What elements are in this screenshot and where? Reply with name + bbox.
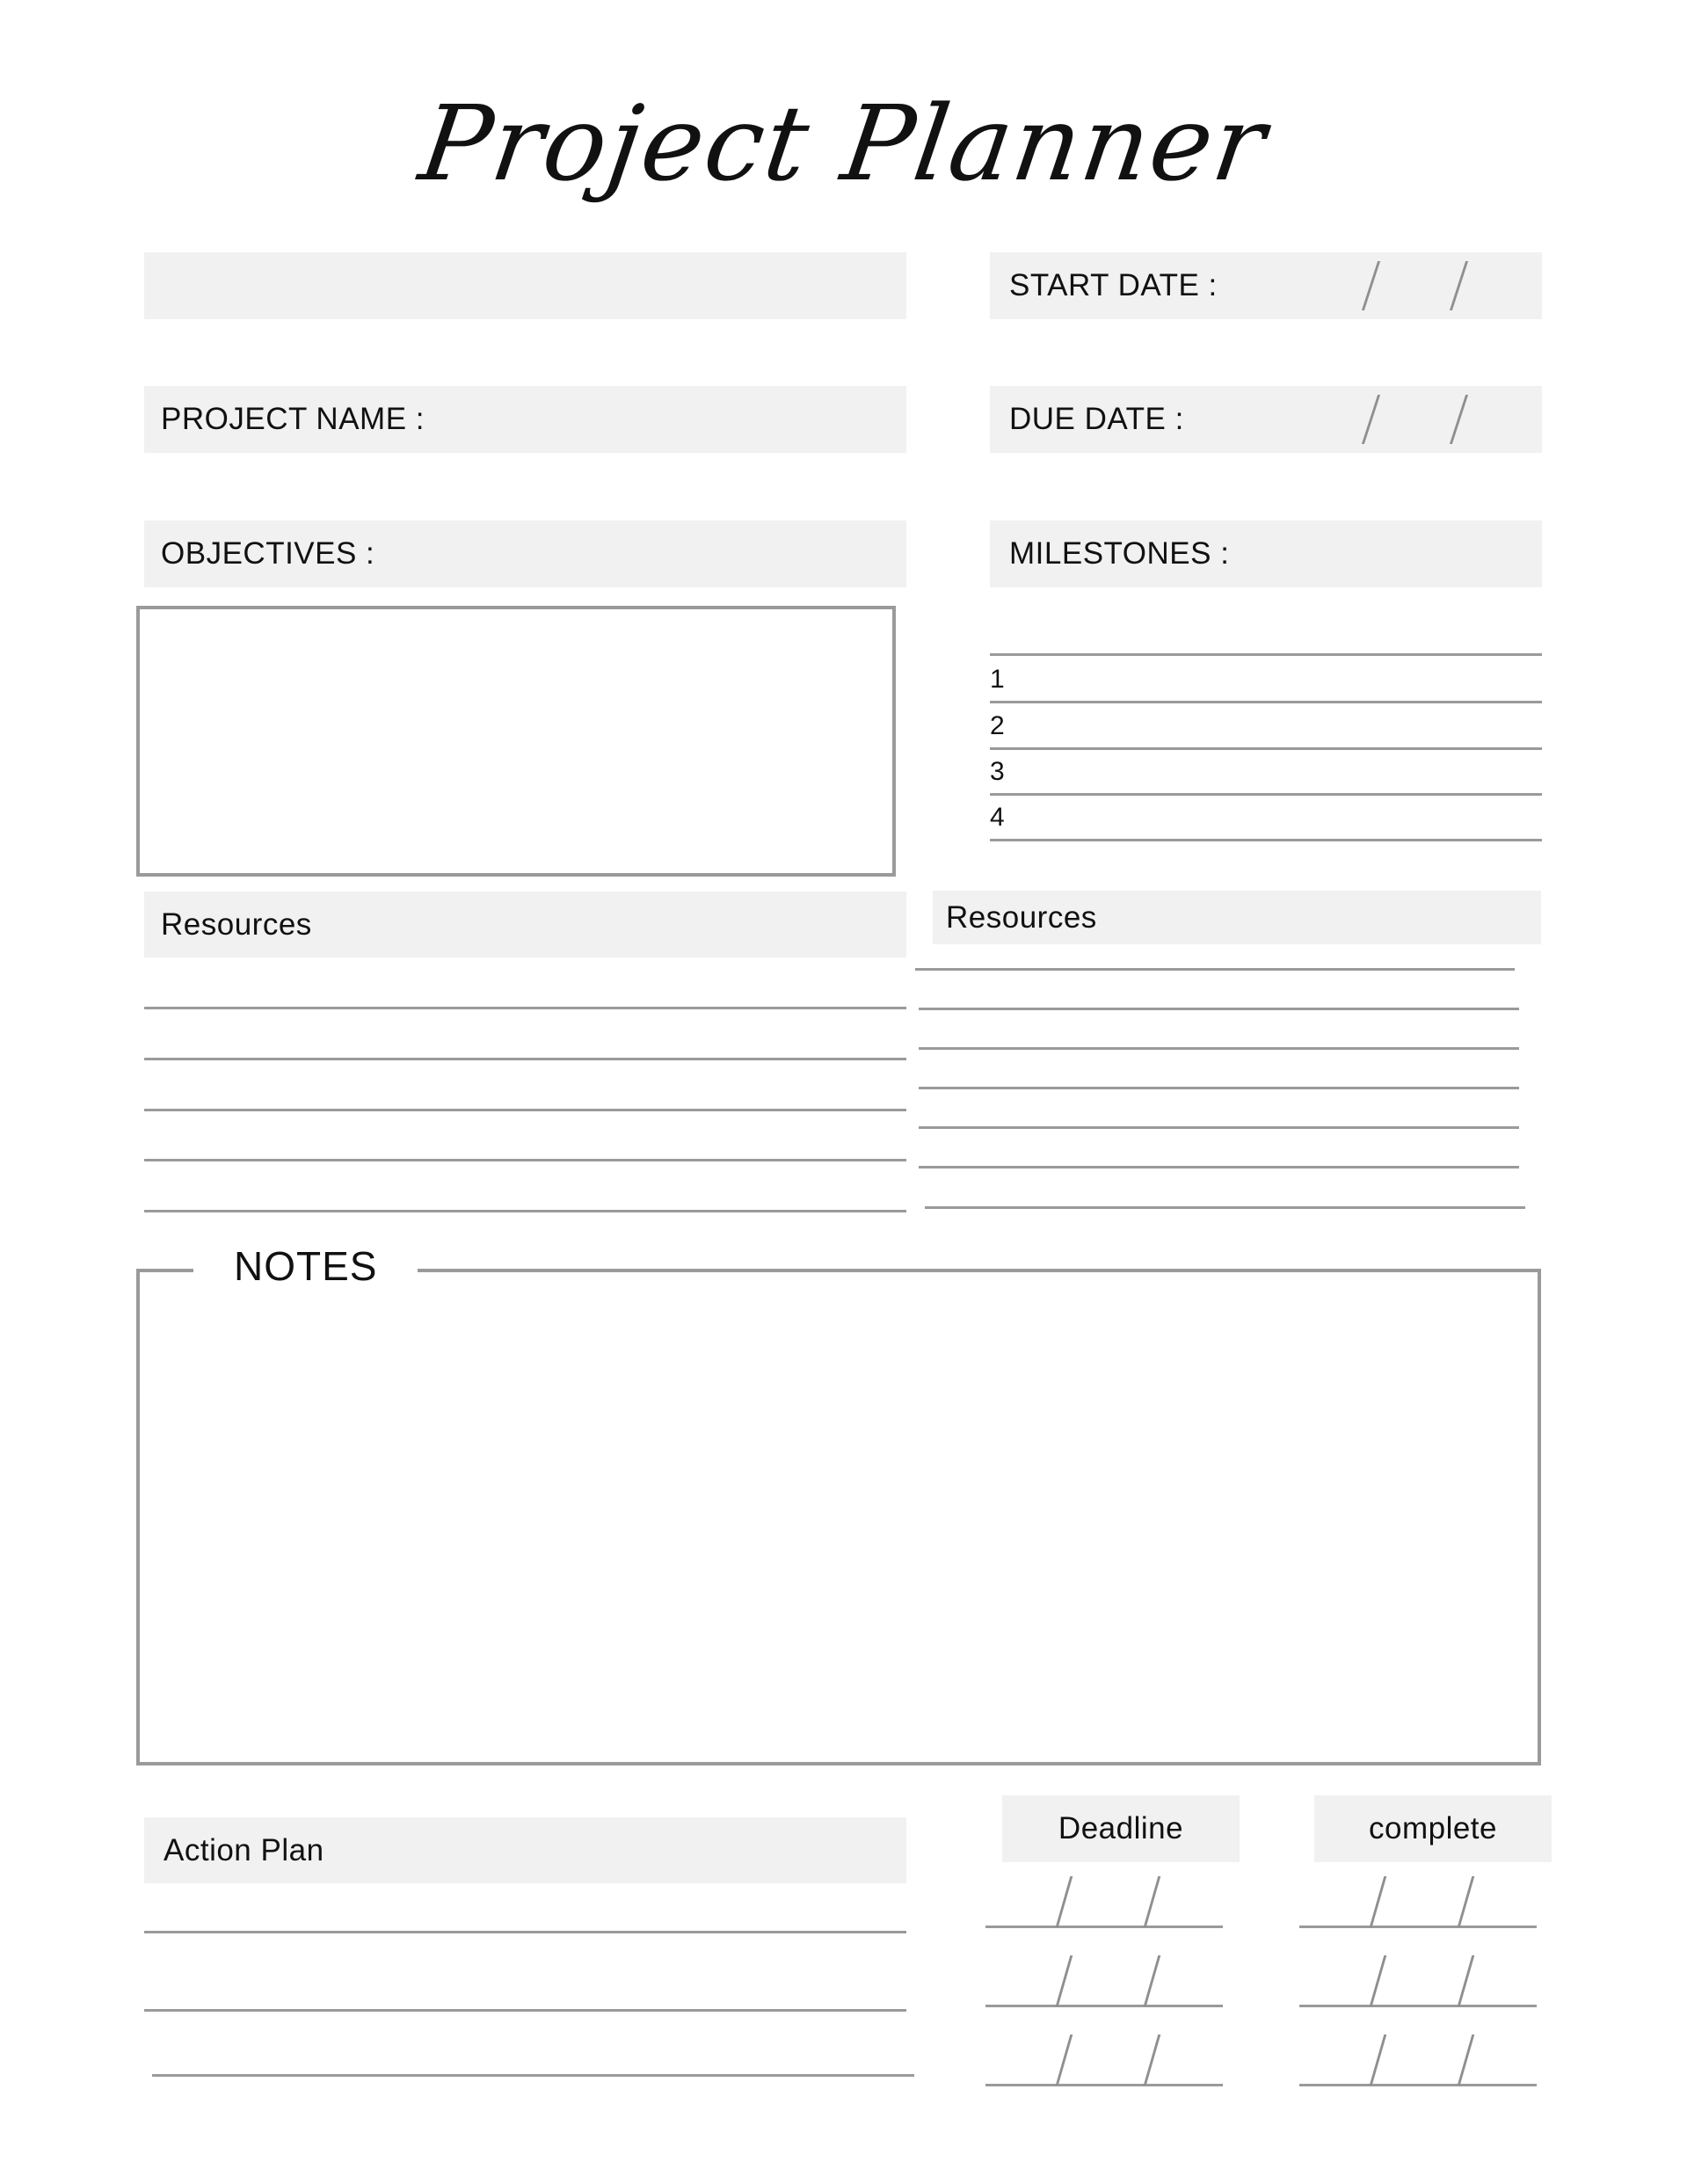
resource-line[interactable] xyxy=(144,1210,906,1212)
resources-right-header xyxy=(933,891,1541,944)
date-separator-icon xyxy=(1362,261,1380,310)
resource-line[interactable] xyxy=(925,1206,1525,1209)
resources-left-header xyxy=(144,892,906,957)
date-separator-icon xyxy=(1144,1876,1161,1927)
date-separator-icon xyxy=(1056,1876,1073,1927)
date-line xyxy=(1299,2005,1537,2007)
resource-line[interactable] xyxy=(144,1159,906,1161)
date-line xyxy=(985,2005,1223,2007)
milestone-line xyxy=(990,793,1542,796)
date-line xyxy=(985,2084,1223,2086)
start-date-label: START DATE : xyxy=(1009,268,1218,302)
date-line xyxy=(1299,1926,1537,1928)
objectives-label: OBJECTIVES : xyxy=(161,536,375,571)
resources-left-label: Resources xyxy=(161,906,312,942)
action-plan-line[interactable] xyxy=(152,2074,914,2077)
date-separator-icon xyxy=(1370,2035,1387,2086)
action-plan-label: Action Plan xyxy=(164,1832,324,1867)
date-separator-icon xyxy=(1458,2035,1475,2086)
milestones-header xyxy=(990,521,1542,587)
date-separator-icon xyxy=(1144,2035,1161,2086)
notes-box[interactable] xyxy=(136,1269,1541,1765)
date-separator-icon xyxy=(1370,1876,1387,1927)
resource-line[interactable] xyxy=(144,1109,906,1111)
resource-line[interactable] xyxy=(144,1058,906,1060)
resources-right-label: Resources xyxy=(946,899,1097,935)
milestone-number: 4 xyxy=(990,803,1005,832)
milestone-number: 1 xyxy=(990,665,1005,694)
date-line xyxy=(1299,2084,1537,2086)
resource-line[interactable] xyxy=(915,968,1515,971)
action-plan-line[interactable] xyxy=(144,1931,906,1933)
resource-line[interactable] xyxy=(919,1166,1519,1168)
due-date-label: DUE DATE : xyxy=(1009,402,1184,436)
milestones-label: MILESTONES : xyxy=(1009,536,1230,571)
objectives-input-box[interactable] xyxy=(136,606,896,877)
notes-label: NOTES xyxy=(193,1241,418,1291)
date-line xyxy=(985,1926,1223,1928)
project-name-field[interactable] xyxy=(144,386,906,453)
milestone-number: 3 xyxy=(990,757,1005,786)
date-separator-icon xyxy=(1458,1876,1475,1927)
action-plan-line[interactable] xyxy=(144,2009,906,2012)
date-separator-icon xyxy=(1056,2035,1073,2086)
project-name-label: PROJECT NAME : xyxy=(161,402,425,436)
milestone-number: 2 xyxy=(990,711,1005,740)
blank-header-field[interactable] xyxy=(144,252,906,319)
page-title: Project Planner xyxy=(412,83,1275,204)
date-separator-icon xyxy=(1450,395,1468,444)
resource-line[interactable] xyxy=(919,1008,1519,1010)
action-plan-header xyxy=(144,1817,906,1883)
resource-line[interactable] xyxy=(919,1126,1519,1129)
milestone-line xyxy=(990,701,1542,703)
date-separator-icon xyxy=(1458,1955,1475,2006)
start-date-field[interactable] xyxy=(990,252,1542,319)
milestone-line xyxy=(990,747,1542,750)
resource-line[interactable] xyxy=(919,1087,1519,1089)
date-separator-icon xyxy=(1450,261,1468,310)
deadline-header xyxy=(1002,1795,1240,1862)
deadline-label: Deadline xyxy=(1058,1811,1184,1845)
complete-label: complete xyxy=(1368,1811,1498,1845)
objectives-header xyxy=(144,521,906,587)
date-separator-icon xyxy=(1370,1955,1387,2006)
resource-line[interactable] xyxy=(919,1047,1519,1050)
date-separator-icon xyxy=(1362,395,1380,444)
milestone-top-rule xyxy=(990,653,1542,656)
due-date-field[interactable] xyxy=(990,386,1542,453)
date-separator-icon xyxy=(1144,1955,1161,2006)
date-separator-icon xyxy=(1056,1955,1073,2006)
resource-line[interactable] xyxy=(144,1007,906,1009)
complete-header xyxy=(1314,1795,1552,1862)
milestone-line xyxy=(990,839,1542,841)
